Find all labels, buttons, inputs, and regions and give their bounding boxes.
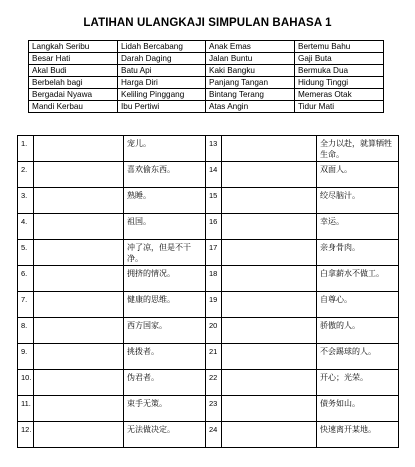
answer-cell[interactable] xyxy=(222,370,317,396)
vocabulary-term: Bergadai Nyawa xyxy=(29,89,118,101)
answer-cell[interactable] xyxy=(34,344,124,370)
meaning-text: 冲了凉，但是不干净。 xyxy=(124,240,206,266)
answer-cell[interactable] xyxy=(222,162,317,188)
item-number: 15 xyxy=(206,188,222,214)
meaning-text: 绞尽脑汁。 xyxy=(317,188,399,214)
answer-cell[interactable] xyxy=(222,422,317,448)
vocabulary-term: Tidur Mati xyxy=(295,101,384,113)
answer-cell[interactable] xyxy=(34,266,124,292)
meaning-text: 开心；光荣。 xyxy=(317,370,399,396)
page-title: LATIHAN ULANGKAJI SIMPULAN BAHASA 1 xyxy=(83,17,332,29)
vocabulary-term: Bermuka Dua xyxy=(295,65,384,77)
vocabulary-term: Gaji Buta xyxy=(295,53,384,65)
vocabulary-term: Bintang Terang xyxy=(206,89,295,101)
vocabulary-term: Jalan Buntu xyxy=(206,53,295,65)
meaning-text: 债务如山。 xyxy=(317,396,399,422)
exercise-row xyxy=(18,188,399,214)
exercise-row xyxy=(18,266,399,292)
item-number: 21 xyxy=(206,344,222,370)
item-number: 22 xyxy=(206,370,222,396)
meaning-text: 不会踢球的人。 xyxy=(317,344,399,370)
answer-cell[interactable] xyxy=(34,292,124,318)
item-number: 19 xyxy=(206,292,222,318)
answer-cell[interactable] xyxy=(34,240,124,266)
vocabulary-table xyxy=(28,40,384,113)
vocabulary-term: Hidung Tinggi xyxy=(295,77,384,89)
exercise-row xyxy=(18,292,399,318)
vocabulary-term: Atas Angin xyxy=(206,101,295,113)
answer-cell[interactable] xyxy=(34,370,124,396)
meaning-text: 自尊心。 xyxy=(317,292,399,318)
item-number: 8. xyxy=(18,318,34,344)
meaning-text: 快速离开某地。 xyxy=(317,422,399,448)
answer-cell[interactable] xyxy=(222,344,317,370)
meaning-text: 幸运。 xyxy=(317,214,399,240)
answer-cell[interactable] xyxy=(34,136,124,162)
answer-cell[interactable] xyxy=(222,396,317,422)
vocabulary-row xyxy=(29,77,384,89)
meaning-text: 亲身骨肉。 xyxy=(317,240,399,266)
item-number: 16 xyxy=(206,214,222,240)
item-number: 17 xyxy=(206,240,222,266)
item-number: 18 xyxy=(206,266,222,292)
exercise-row xyxy=(18,214,399,240)
exercise-row xyxy=(18,240,399,266)
meaning-text: 无法做决定。 xyxy=(124,422,206,448)
vocabulary-row xyxy=(29,41,384,53)
meaning-text: 骄傲的人。 xyxy=(317,318,399,344)
vocabulary-term: Darah Daging xyxy=(118,53,206,65)
vocabulary-term: Panjang Tangan xyxy=(206,77,295,89)
vocabulary-term: Kaki Bangku xyxy=(206,65,295,77)
item-number: 7. xyxy=(18,292,34,318)
meaning-text: 双面人。 xyxy=(317,162,399,188)
vocabulary-row xyxy=(29,89,384,101)
answer-cell[interactable] xyxy=(222,240,317,266)
vocabulary-row xyxy=(29,101,384,113)
exercise-table xyxy=(17,135,399,448)
vocabulary-term: Mandi Kerbau xyxy=(29,101,118,113)
vocabulary-term: Akal Budi xyxy=(29,65,118,77)
meaning-text: 挑拨者。 xyxy=(124,344,206,370)
vocabulary-term: Memeras Otak xyxy=(295,89,384,101)
item-number: 24 xyxy=(206,422,222,448)
exercise-row xyxy=(18,370,399,396)
vocabulary-term: Lidah Bercabang xyxy=(118,41,206,53)
vocabulary-term: Ibu Pertiwi xyxy=(118,101,206,113)
exercise-row xyxy=(18,318,399,344)
vocabulary-term: Anak Emas xyxy=(206,41,295,53)
vocabulary-term: Harga Diri xyxy=(118,77,206,89)
vocabulary-term: Keliling Pinggang xyxy=(118,89,206,101)
item-number: 2. xyxy=(18,162,34,188)
answer-cell[interactable] xyxy=(34,162,124,188)
exercise-row xyxy=(18,344,399,370)
exercise-row xyxy=(18,136,399,162)
exercise-row xyxy=(18,396,399,422)
vocabulary-term: Bertemu Bahu xyxy=(295,41,384,53)
vocabulary-term: Besar Hati xyxy=(29,53,118,65)
item-number: 10. xyxy=(18,370,34,396)
answer-cell[interactable] xyxy=(222,214,317,240)
meaning-text: 喜欢偷东西。 xyxy=(124,162,206,188)
answer-cell[interactable] xyxy=(222,292,317,318)
meaning-text: 束手无策。 xyxy=(124,396,206,422)
vocabulary-term: Batu Api xyxy=(118,65,206,77)
meaning-text: 白拿薪水不做工。 xyxy=(317,266,399,292)
meaning-text: 伪君者。 xyxy=(124,370,206,396)
answer-cell[interactable] xyxy=(222,318,317,344)
exercise-row xyxy=(18,162,399,188)
item-number: 4. xyxy=(18,214,34,240)
meaning-text: 熟睡。 xyxy=(124,188,206,214)
item-number: 3. xyxy=(18,188,34,214)
item-number: 20 xyxy=(206,318,222,344)
item-number: 11. xyxy=(18,396,34,422)
meaning-text: 宠儿。 xyxy=(124,136,206,162)
item-number: 14 xyxy=(206,162,222,188)
item-number: 6. xyxy=(18,266,34,292)
item-number: 1. xyxy=(18,136,34,162)
answer-cell[interactable] xyxy=(34,318,124,344)
meaning-text: 西方国家。 xyxy=(124,318,206,344)
answer-cell[interactable] xyxy=(34,188,124,214)
item-number: 23 xyxy=(206,396,222,422)
vocabulary-term: Berbelah bagi xyxy=(29,77,118,89)
vocabulary-row xyxy=(29,65,384,77)
meaning-text: 祖国。 xyxy=(124,214,206,240)
item-number: 12. xyxy=(18,422,34,448)
meaning-text: 健康的思维。 xyxy=(124,292,206,318)
answer-cell[interactable] xyxy=(34,422,124,448)
item-number: 13 xyxy=(206,136,222,162)
answer-cell[interactable] xyxy=(222,266,317,292)
answer-cell[interactable] xyxy=(34,214,124,240)
item-number: 9. xyxy=(18,344,34,370)
answer-cell[interactable] xyxy=(222,188,317,214)
vocabulary-term: Langkah Seribu xyxy=(29,41,118,53)
answer-cell[interactable] xyxy=(34,396,124,422)
meaning-text: 全力以赴，就算牺牲生命。 xyxy=(317,136,399,162)
item-number: 5. xyxy=(18,240,34,266)
exercise-row xyxy=(18,422,399,448)
answer-cell[interactable] xyxy=(222,136,317,162)
meaning-text: 拥挤的情况。 xyxy=(124,266,206,292)
vocabulary-row xyxy=(29,53,384,65)
